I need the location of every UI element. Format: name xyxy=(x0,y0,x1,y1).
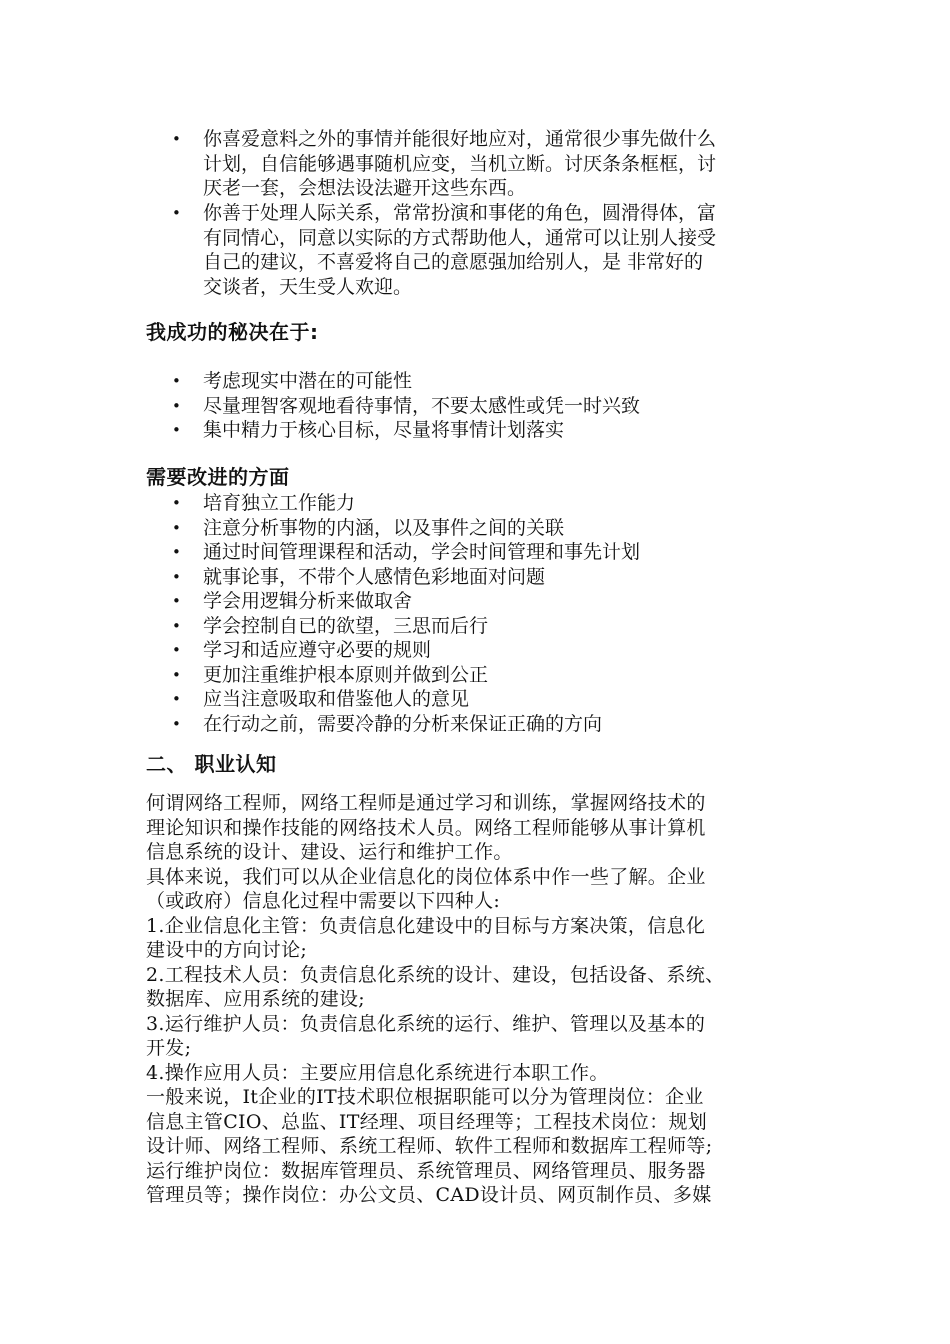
bullet-icon: • xyxy=(172,568,181,586)
bullet-icon: • xyxy=(172,666,181,684)
success-item: • 尽量理智客观地看待事情，不要太感性或凭一时兴致 xyxy=(172,395,641,417)
trait-item xyxy=(172,201,803,299)
body-line: 管理员等；操作岗位：办公文员、CAD设计员、网页制作员、多媒 xyxy=(146,1184,712,1206)
body-line: 一般来说，It企业的IT技术职位根据职能可以分为管理岗位：企业 xyxy=(146,1086,704,1108)
bullet-icon: • xyxy=(172,130,181,148)
body-line: 设计师、网络工程师、系统工程师、软件工程师和数据库工程师等; xyxy=(146,1135,713,1157)
body-line: 信息主管CIO、总监、IT经理、项目经理等；工程技术岗位：规划 xyxy=(146,1110,708,1133)
success-heading: 我成功的秘决在于: xyxy=(146,320,319,344)
trait-line: 计划，自信能够遇事随机应变，当机立断。讨厌条条框框，讨 xyxy=(203,152,717,175)
bullet-icon: • xyxy=(172,372,181,390)
improve-item: • 应当注意吸取和借鉴他人的意见 xyxy=(172,688,470,710)
trait-line: 你善于处理人际关系，常常扮演和事佬的角色，圆滑得体，富 xyxy=(203,202,717,224)
section2-body xyxy=(146,791,826,1208)
improve-item: • 学习和适应遵守必要的规则 xyxy=(172,639,432,661)
trait-line: 厌老一套，会想法设法避开这些东西。 xyxy=(203,177,527,199)
body-line: 数据库、应用系统的建设; xyxy=(146,988,366,1010)
body-line: 开发; xyxy=(146,1037,192,1059)
success-item: • 集中精力于核心目标，尽量将事情计划落实 xyxy=(172,419,565,441)
improve-item: • 培育独立工作能力 xyxy=(172,492,356,514)
bullet-icon: • xyxy=(172,421,181,439)
bullet-icon: • xyxy=(172,543,181,561)
improve-item: • 更加注重维护根本原则并做到公正 xyxy=(172,664,489,686)
bullet-icon: • xyxy=(172,641,181,659)
success-item: • 考虑现实中潜在的可能性 xyxy=(172,370,413,392)
trait-line: 交谈者，天生受人欢迎。 xyxy=(203,275,413,298)
bullet-icon: • xyxy=(172,690,181,708)
bullet-icon: • xyxy=(172,617,181,635)
bullet-icon: • xyxy=(172,592,181,610)
improve-item: • 在行动之前，需要冷静的分析来保证正确的方向 xyxy=(172,713,603,735)
improve-item: • 学会用逻辑分析来做取舍 xyxy=(172,590,413,612)
body-line: 建设中的方向讨论; xyxy=(146,939,308,961)
improve-item: • 学会控制自已的欲望，三思而后行 xyxy=(172,615,489,637)
body-line: 运行维护岗位：数据库管理员、系统管理员、网络管理员、服务器 xyxy=(146,1159,706,1182)
improve-item: • 通过时间管理课程和活动，学会时间管理和事先计划 xyxy=(172,541,641,563)
body-line: 1.企业信息化主管：负责信息化建设中的目标与方案决策，信息化 xyxy=(146,914,706,937)
body-line: 何谓网络工程师，网络工程师是通过学习和训练，掌握网络技术的 xyxy=(146,792,706,814)
bullet-icon: • xyxy=(172,715,181,733)
body-line: 理论知识和操作技能的网络技术人员。网络工程师能够从事计算机 xyxy=(146,816,706,839)
bullet-icon: • xyxy=(172,204,181,222)
improve-item: • 注意分析事物的内涵，以及事件之间的关联 xyxy=(172,517,565,539)
bullet-icon: • xyxy=(172,494,181,512)
section2-heading: 二、 职业认知 xyxy=(146,752,277,776)
bullet-icon: • xyxy=(172,397,181,415)
body-line: 信息系统的设计、建设、运行和维护工作。 xyxy=(146,841,513,863)
improve-heading: 需要改进的方面 xyxy=(146,465,290,489)
trait-line: 你喜爱意料之外的事情并能很好地应对，通常很少事先做什么 xyxy=(203,128,717,150)
body-line: （或政府）信息化过程中需要以下四种人: xyxy=(146,890,501,912)
trait-line: 自己的建议，不喜爱将自己的意愿强加给别人，是 非常好的 xyxy=(203,251,704,273)
body-line: 具体来说，我们可以从企业信息化的岗位体系中作一些了解。企业 xyxy=(146,865,706,888)
trait-item xyxy=(172,127,803,201)
improve-item: • 就事论事，不带个人感情色彩地面对问题 xyxy=(172,566,546,588)
body-line: 2.工程技术人员：负责信息化系统的设计、建设，包括设备、系统、 xyxy=(146,963,725,986)
body-line: 3.运行维护人员：负责信息化系统的运行、维护、管理以及基本的 xyxy=(146,1012,706,1035)
bullet-icon: • xyxy=(172,519,181,537)
body-line: 4.操作应用人员：主要应用信息化系统进行本职工作。 xyxy=(146,1061,609,1084)
trait-line: 有同情心，同意以实际的方式帮助他人，通常可以让别人接受 xyxy=(203,226,717,249)
